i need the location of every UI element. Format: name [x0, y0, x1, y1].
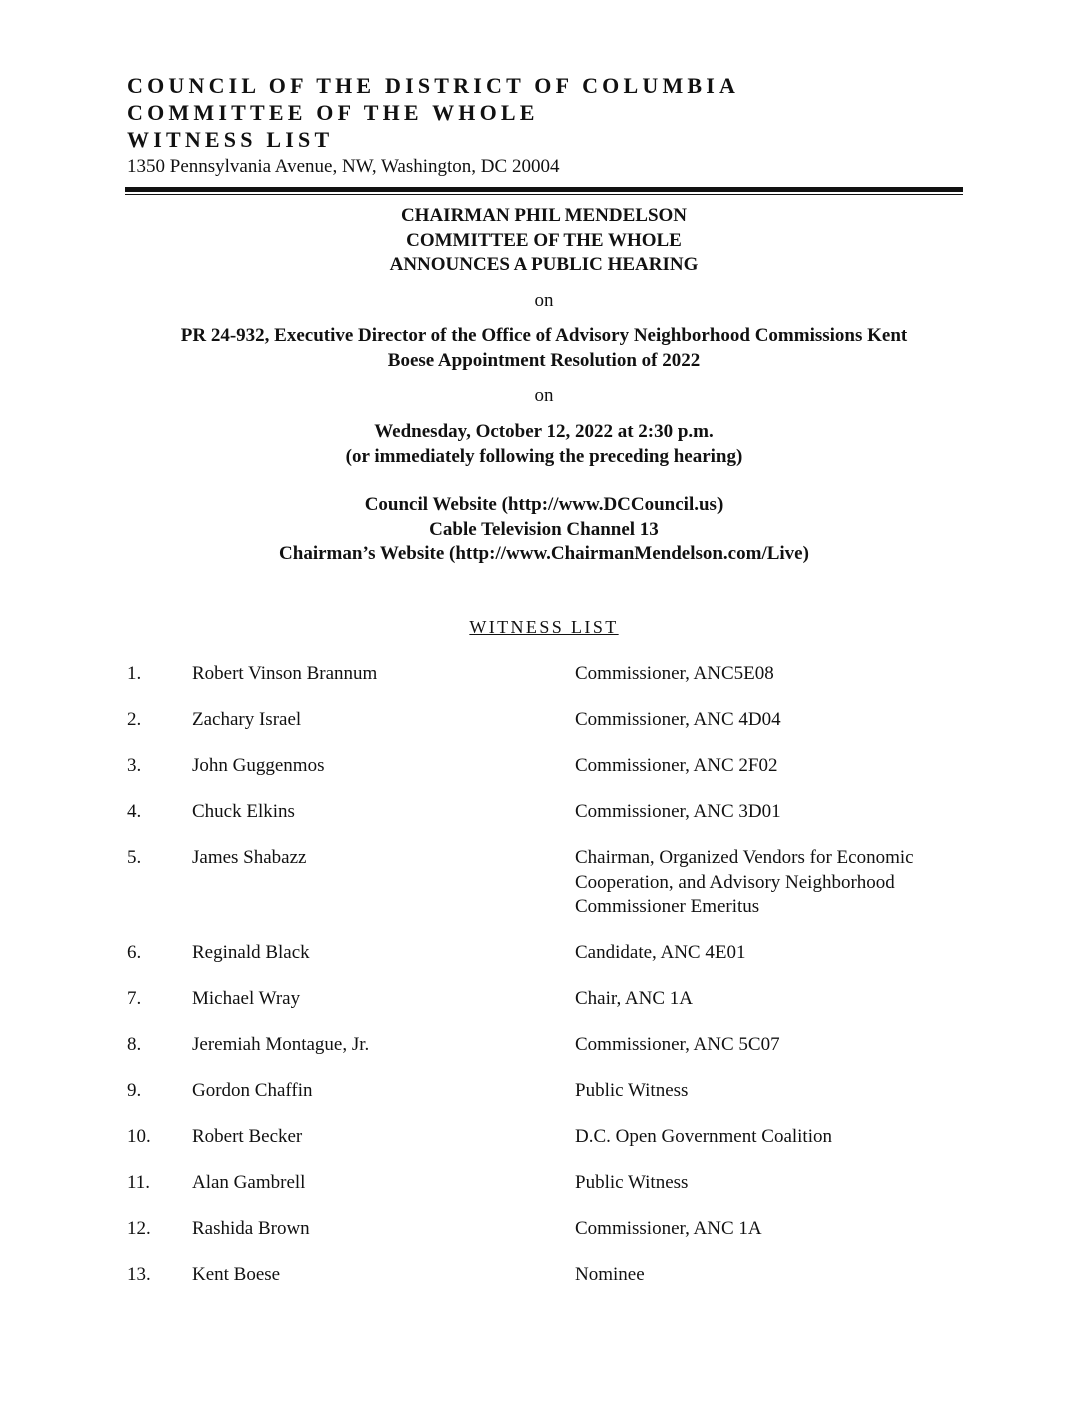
witness-list [127, 662, 967, 1309]
witness-name: Zachary Israel [192, 709, 302, 730]
announcement-public-hearing: ANNOUNCES A PUBLIC HEARING [389, 254, 699, 275]
witness-affiliation: Commissioner, ANC 1A [575, 1218, 762, 1239]
letterhead-doc-type: WITNESS LIST [127, 127, 334, 152]
announcement-chairman: CHAIRMAN PHIL MENDELSON [400, 205, 688, 226]
hearing-note: (or immediately following the preceding hearing) [345, 445, 743, 467]
witness-row [127, 1125, 967, 1150]
witness-row [127, 846, 967, 920]
witness-name: Jeremiah Montague, Jr. [192, 1034, 370, 1055]
witness-number: 10. [127, 1126, 151, 1147]
witness-number: 12. [127, 1218, 151, 1239]
witness-row [127, 1217, 967, 1242]
witness-name: Alan Gambrell [192, 1172, 306, 1193]
witness-affiliation: Commissioner, ANC5E08 [575, 663, 774, 684]
header-rule-thin [125, 194, 963, 195]
announcement-committee: COMMITTEE OF THE WHOLE [406, 229, 682, 251]
measure-title [125, 324, 963, 373]
header-rule-thick [125, 187, 963, 192]
witness-number: 3. [127, 755, 142, 776]
on-text-2: on [534, 385, 554, 406]
hearing-time [125, 420, 963, 469]
witness-affiliation: Commissioner, ANC 3D01 [575, 801, 781, 822]
witness-number: 6. [127, 942, 142, 963]
witness-row [127, 987, 967, 1012]
witness-affiliation: Chair, ANC 1A [575, 988, 693, 1009]
witness-name: Rashida Brown [192, 1218, 310, 1239]
witness-row [127, 1033, 967, 1058]
witness-number: 2. [127, 709, 142, 730]
on-text-1: on [534, 290, 554, 311]
witness-name: John Guggenmos [192, 755, 325, 776]
witness-affiliation: Commissioner, ANC 5C07 [575, 1034, 780, 1055]
witness-affiliation: Candidate, ANC 4E01 [575, 942, 746, 963]
measure-title-line1: PR 24-932, Executive Director of the Office of Advisory Neighborhood Commissions Kent [180, 325, 908, 346]
witness-row [127, 1263, 967, 1288]
witness-affiliation: Commissioner, ANC 4D04 [575, 709, 781, 730]
letterhead-council: COUNCIL OF THE DISTRICT OF COLUMBIA [127, 73, 740, 98]
broadcast-chairman-website: Chairman’s Website (http://www.ChairmanMendelson.com/Live) [279, 543, 809, 564]
witness-affiliation: Public Witness [575, 1080, 689, 1101]
witness-affiliation: D.C. Open Government Coalition [575, 1126, 832, 1147]
witness-name: James Shabazz [192, 847, 307, 868]
letterhead-committee: COMMITTEE OF THE WHOLE [127, 100, 539, 125]
witness-number: 4. [127, 801, 142, 822]
witness-name: Robert Becker [192, 1126, 303, 1147]
witness-row [127, 662, 967, 687]
broadcast-cable-channel: Cable Television Channel 13 [429, 518, 659, 540]
announcement-block [125, 204, 963, 278]
witness-row [127, 754, 967, 779]
witness-number: 5. [127, 847, 142, 868]
hearing-date: Wednesday, October 12, 2022 at 2:30 p.m. [374, 421, 714, 442]
witness-row [127, 800, 967, 825]
witness-name: Michael Wray [192, 988, 301, 1009]
witness-number: 11. [127, 1172, 151, 1193]
witness-name: Robert Vinson Brannum [192, 663, 378, 684]
witness-list-heading: WITNESS LIST [469, 617, 619, 637]
broadcast-council-website: Council Website (http://www.DCCouncil.us) [364, 494, 724, 515]
witness-affiliation: Commissioner, ANC 2F02 [575, 755, 778, 776]
letterhead [127, 72, 967, 179]
witness-number: 13. [127, 1264, 151, 1285]
letterhead-address: 1350 Pennsylvania Avenue, NW, Washington, DC 20004 [127, 156, 560, 177]
measure-title-line2: Boese Appointment Resolution of 2022 [387, 349, 701, 371]
witness-name: Reginald Black [192, 942, 310, 963]
witness-row [127, 1079, 967, 1104]
witness-name: Kent Boese [192, 1264, 281, 1285]
witness-number: 8. [127, 1034, 142, 1055]
witness-number: 9. [127, 1080, 142, 1101]
witness-row [127, 708, 967, 733]
witness-number: 7. [127, 988, 142, 1009]
witness-row [127, 1171, 967, 1196]
witness-affiliation: Nominee [575, 1264, 645, 1285]
broadcast-info [125, 493, 963, 567]
witness-number: 1. [127, 663, 142, 684]
witness-affiliation: Chairman, Organized Vendors for Economic Cooperation, and Advisory Neighborhood Commissioner Emeritus [575, 847, 914, 917]
witness-name: Gordon Chaffin [192, 1080, 313, 1101]
witness-name: Chuck Elkins [192, 801, 295, 822]
witness-affiliation: Public Witness [575, 1172, 689, 1193]
witness-row [127, 941, 967, 966]
